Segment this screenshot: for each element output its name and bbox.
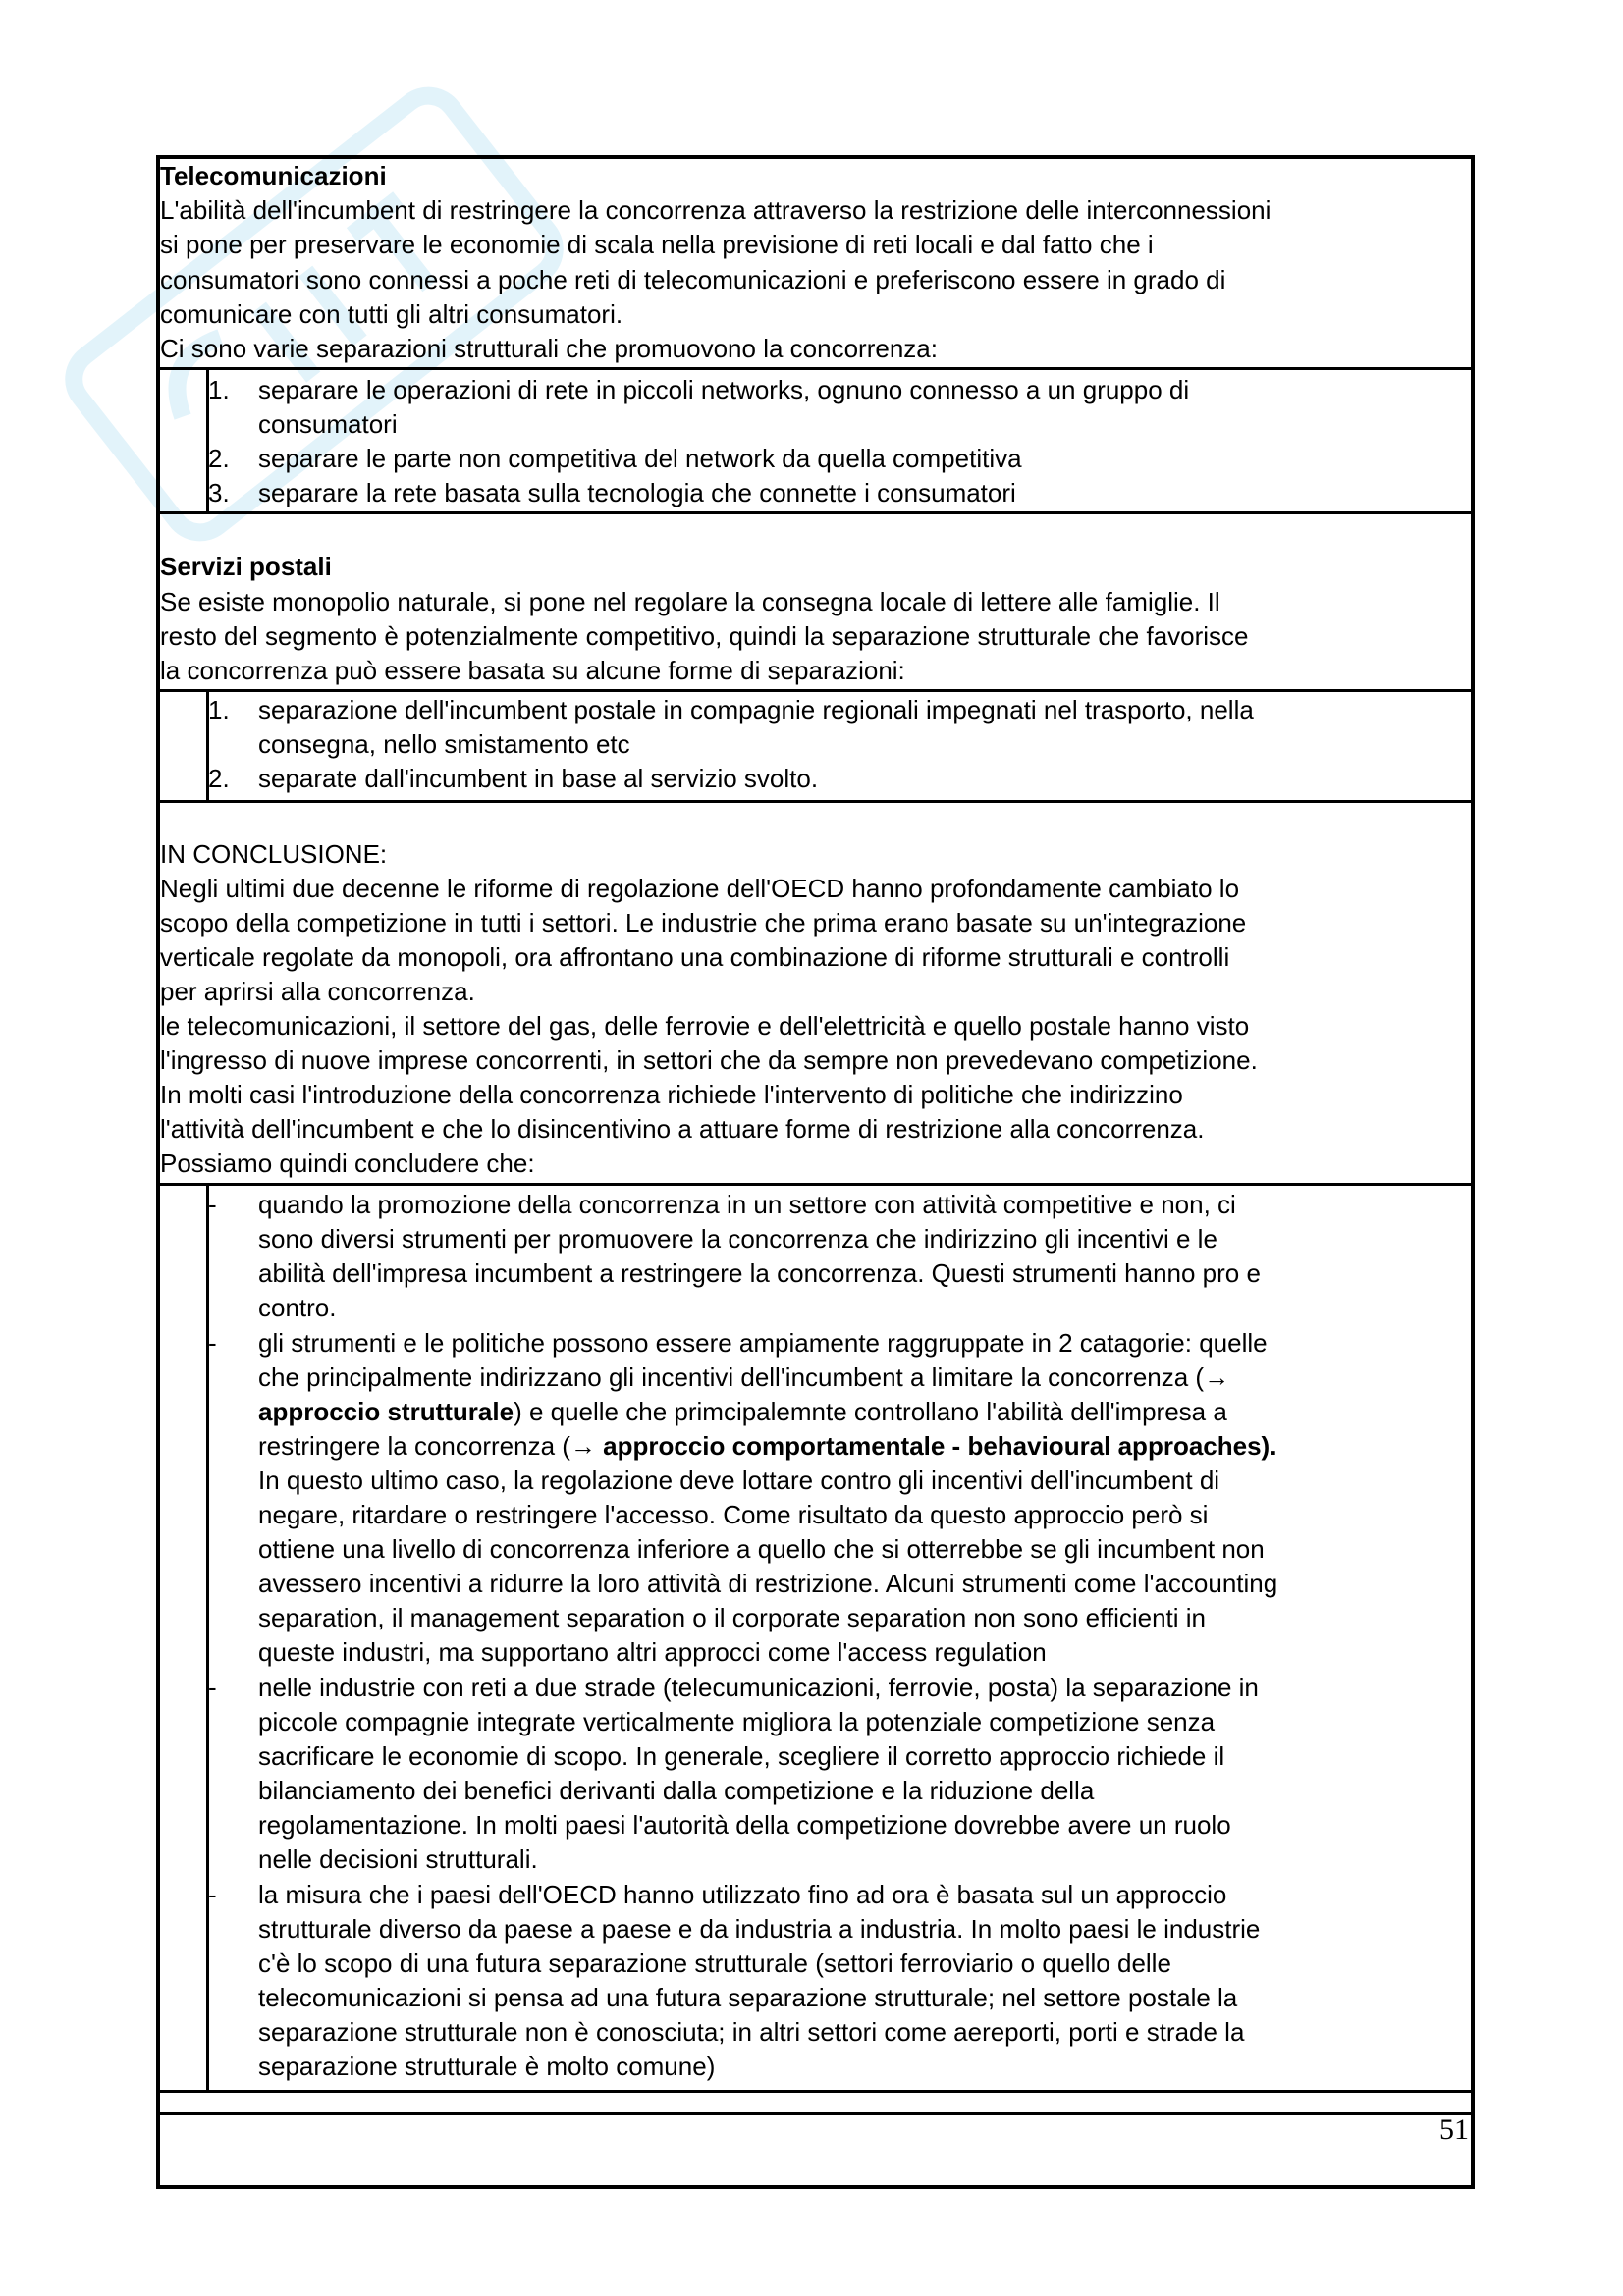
list-item-line: consumatori <box>258 409 398 439</box>
bullet-line: bilanciamento dei benefici derivanti dalla competizione e la riduzione della <box>258 1776 1095 1805</box>
list-item-line: separate dall'incumbent in base al servizio svolto. <box>258 764 819 793</box>
paragraph-line: scopo della competizione in tutti i settori. Le industrie che prima erano basate su un'integrazione <box>160 908 1247 937</box>
bullet-line: sono diversi strumenti per promuovere la concorrenza che indirizzino gli incentivi e le <box>258 1224 1217 1254</box>
bullet-line <box>258 1395 1227 1430</box>
bold-term: approccio strutturale <box>258 1397 514 1426</box>
bullet-line: quando la promozione della concorrenza in un settore con attività competitive e non, ci <box>258 1190 1236 1219</box>
bullet-text: ) e quelle che primcipalemnte controllano l'abilità dell'impresa a <box>514 1397 1227 1426</box>
bullet-line: separation, il management separation o il corporate separation non sono efficienti in <box>258 1603 1207 1632</box>
list-marker: 3. <box>208 478 230 507</box>
list-marker: 2. <box>208 764 230 793</box>
divider <box>156 2090 1475 2093</box>
paragraph-line: verticale regolate da monopoli, ora affrontano una combinazione di riforme strutturali e controlli <box>160 942 1230 972</box>
bullet-line: la misura che i paesi dell'OECD hanno utilizzato fino ad ora è basata sul un approccio <box>258 1880 1227 1909</box>
paragraph-line: comunicare con tutti gli altri consumatori. <box>160 299 623 329</box>
bullet-line: In questo ultimo caso, la regolazione deve lottare contro gli incentivi dell'incumbent di <box>258 1466 1220 1495</box>
paragraph-line: l'attività dell'incumbent e che lo disincentivino a attuare forme di restrizione alla concorrenza. <box>160 1114 1205 1144</box>
bullet-line: telecomunicazioni si pensa ad una futura separazione strutturale; nel settore postale la <box>258 1983 1238 2012</box>
paragraph-line: L'abilità dell'incumbent di restringere la concorrenza attraverso la restrizione delle interconnessioni <box>160 195 1271 225</box>
list-marker: 1. <box>208 375 230 404</box>
bullet-line: piccole compagnie integrate verticalmente migliora la potenziale competizione senza <box>258 1707 1216 1736</box>
list-item-line: separare la rete basata sulla tecnologia che connette i consumatori <box>258 478 1016 507</box>
section-heading: Telecomunicazioni <box>160 161 387 190</box>
paragraph-line: si pone per preservare le economie di scala nella previsione di reti locali e dal fatto che i <box>160 230 1154 259</box>
bullet-line: separazione strutturale è molto comune) <box>258 2052 716 2081</box>
list-marker: 1. <box>208 695 230 724</box>
paragraph-line: Ci sono varie separazioni strutturali che promuovono la concorrenza: <box>160 334 938 363</box>
paragraph-line: Negli ultimi due decenne le riforme di regolazione dell'OECD hanno profondamente cambiato lo <box>160 874 1240 903</box>
list-item-line: separare le operazioni di rete in piccoli networks, ognuno connesso a un gruppo di <box>258 375 1190 404</box>
bullet-line: queste industri, ma supportano altri approcci come l'access regulation <box>258 1637 1047 1667</box>
bullet-line: separazione strutturale non è conosciuta; in altri settori come aereporti, porti e strade la <box>258 2017 1245 2047</box>
list-item-line: consegna, nello smistamento etc <box>258 729 630 759</box>
paragraph-line: per aprirsi alla concorrenza. <box>160 977 475 1006</box>
bullet-marker: - <box>208 1190 217 1219</box>
list-item-line: separare le parte non competitiva del network da quella competitiva <box>258 444 1022 473</box>
bullet-line: contro. <box>258 1293 337 1322</box>
divider <box>156 1183 1475 1186</box>
paragraph-line: le telecomunicazioni, il settore del gas, delle ferrovie e dell'elettricità e quello postale hanno visto <box>160 1011 1250 1041</box>
bullet-line: ottiene una livello di concorrenza inferiore a quello che si otterrebbe se gli incumbent non <box>258 1534 1265 1564</box>
bullet-text: restringere la concorrenza (→ <box>258 1431 604 1461</box>
divider <box>156 2112 1475 2115</box>
bullet-line: negare, ritardare o restringere l'accesso. Come risultato da questo approccio però si <box>258 1500 1209 1529</box>
bullet-line: gli strumenti e le politiche possono essere ampiamente raggruppate in 2 catagorie: quelle <box>258 1328 1268 1358</box>
paragraph-line: resto del segmento è potenzialmente competitivo, quindi la separazione strutturale che favorisce <box>160 621 1249 651</box>
bullet-line: c'è lo scopo di una futura separazione strutturale (settori ferroviario o quello delle <box>258 1949 1171 1978</box>
paragraph-line: consumatori sono connessi a poche reti di telecomunicazioni e preferiscono essere in grado di <box>160 265 1226 294</box>
paragraph-line: l'ingresso di nuove imprese concorrenti, in settori che da sempre non prevedevano competizione. <box>160 1045 1258 1075</box>
bullet-marker: - <box>208 1328 217 1358</box>
bullet-line: avessero incentivi a ridurre la loro attività di restrizione. Alcuni strumenti come l'accounting <box>258 1569 1278 1598</box>
paragraph-line: Se esiste monopolio naturale, si pone nel regolare la consegna locale di lettere alle famiglie. Il <box>160 587 1220 616</box>
section-heading: IN CONCLUSIONE: <box>160 839 388 869</box>
paragraph-line: Possiamo quindi concludere che: <box>160 1148 535 1178</box>
bold-term: approccio comportamentale - behavioural approaches). <box>603 1431 1277 1461</box>
divider <box>156 367 1475 370</box>
bullet-line: sacrificare le economie di scopo. In generale, scegliere il corretto approccio richiede il <box>258 1741 1225 1771</box>
bullet-line: abilità dell'impresa incumbent a restringere la concorrenza. Questi strumenti hanno pro e <box>258 1258 1261 1288</box>
bullet-marker: - <box>208 1880 217 1909</box>
list-indent-rule <box>206 1183 209 2090</box>
paragraph-line: la concorrenza può essere basata su alcune forme di separazioni: <box>160 656 905 685</box>
divider <box>156 511 1475 514</box>
list-marker: 2. <box>208 444 230 473</box>
bullet-line: strutturale diverso da paese a paese e da industria a industria. In molto paesi le industrie <box>258 1914 1261 1944</box>
bullet-line: regolamentazione. In molti paesi l'autorità della competizione dovrebbe avere un ruolo <box>258 1810 1231 1840</box>
divider <box>156 800 1475 803</box>
divider <box>156 689 1475 692</box>
page-number: 51 <box>1439 2113 1469 2146</box>
bullet-line <box>258 1429 1276 1465</box>
bullet-line: nelle decisioni strutturali. <box>258 1844 538 1874</box>
bullet-line: nelle industrie con reti a due strade (telecumunicazioni, ferrovie, posta) la separazione in <box>258 1673 1259 1702</box>
bullet-marker: - <box>208 1673 217 1702</box>
section-heading: Servizi postali <box>160 552 332 581</box>
bullet-line: che principalmente indirizzano gli incentivi dell'incumbent a limitare la concorrenza (→ <box>258 1362 1230 1392</box>
paragraph-line: In molti casi l'introduzione della concorrenza richiede l'intervento di politiche che indirizzino <box>160 1080 1183 1109</box>
list-item-line: separazione dell'incumbent postale in compagnie regionali impegnati nel trasporto, nella <box>258 695 1254 724</box>
